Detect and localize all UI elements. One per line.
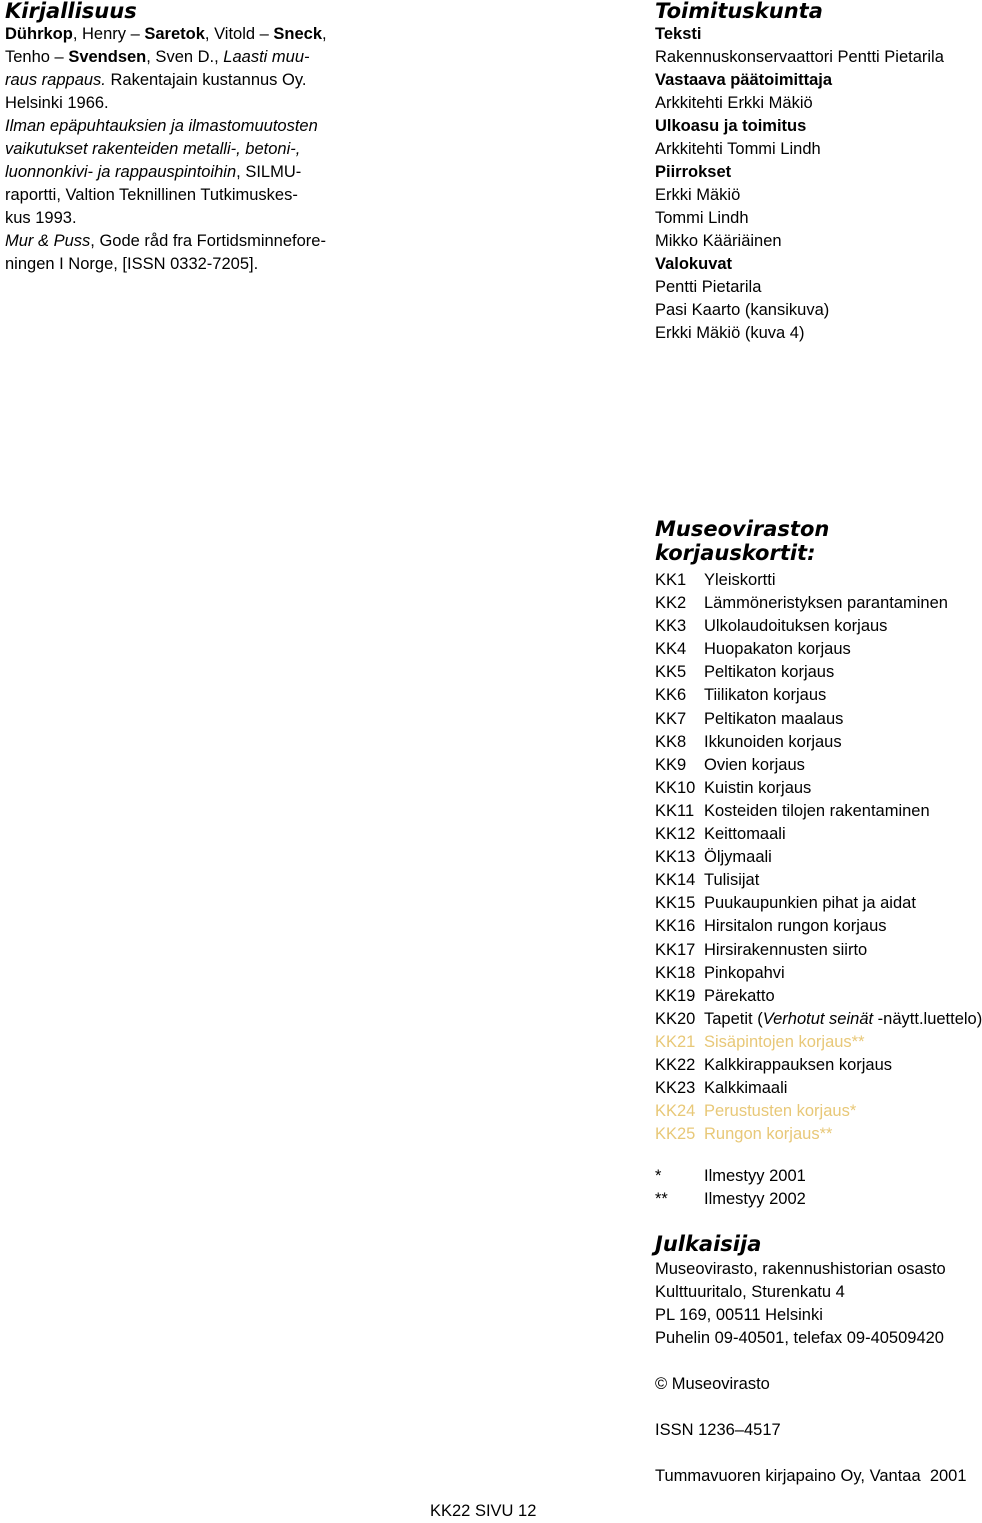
card-title-text: Puukaupunkien pihat ja aidat	[704, 894, 916, 913]
publisher-section	[655, 1233, 960, 1350]
card-list-item	[655, 1031, 960, 1054]
card-list-item	[655, 754, 960, 777]
card-title-text: Pinkopahvi	[704, 963, 785, 982]
card-title	[704, 1100, 856, 1123]
card-list-item	[655, 661, 960, 684]
card-title	[704, 1123, 832, 1146]
card-title-text: Ulkolaudoituksen korjaus	[704, 617, 888, 636]
card-code: KK19	[655, 986, 696, 1005]
printer: Tummavuoren kirjapaino Oy, Vantaa 2001	[655, 1467, 967, 1485]
editorial-role: Piirrokset	[655, 163, 732, 181]
author-surname: Sneck	[273, 25, 323, 43]
issn: ISSN 1236–4517	[655, 1421, 781, 1439]
reference-detail: kus 1993.	[5, 209, 77, 227]
publisher-line: Museovirasto, rakennushistorian osasto	[655, 1260, 946, 1278]
card-code: KK2	[655, 594, 687, 613]
card-title	[704, 892, 916, 915]
card-code: KK6	[655, 686, 687, 705]
card-title	[704, 708, 843, 731]
card-list-item	[655, 1123, 960, 1146]
editorial-person: Pasi Kaarto (kansikuva)	[655, 301, 830, 319]
card-title-text: Lämmöneristyksen parantaminen	[704, 594, 948, 613]
editorial-person: Rakennuskonservaattori Pentti Pietarila	[655, 48, 944, 66]
reference-title: raus rappaus.	[5, 71, 106, 89]
card-list-item	[655, 592, 960, 615]
card-list-item	[655, 892, 960, 915]
reference-1	[5, 23, 327, 115]
card-list-item	[655, 638, 960, 661]
reference-title: Laasti muu-	[223, 48, 310, 66]
card-title	[704, 1077, 787, 1100]
card-code: KK1	[655, 571, 687, 589]
card-title	[704, 1054, 892, 1077]
card-title-text: Rungon korjaus**	[704, 1125, 833, 1144]
editorial-person: Tommi Lindh	[655, 209, 749, 227]
card-title	[704, 661, 834, 684]
editorial-person: Erkki Mäkiö	[655, 186, 741, 204]
publisher-heading: Julkaisija	[655, 1232, 762, 1256]
card-list-item	[655, 1100, 960, 1123]
card-code: KK9	[655, 755, 687, 774]
reference-title: vaikutukset rakenteiden metalli-, betoni-,	[5, 140, 301, 158]
reference-detail: , Gode råd fra Fortidsminnefore-	[90, 232, 326, 250]
card-title-text: Tapetit (	[704, 1009, 763, 1028]
card-list	[655, 569, 982, 1146]
editorial-person: Erkki Mäkiö (kuva 4)	[655, 324, 805, 342]
editorial-role: Teksti	[655, 25, 702, 43]
card-code: KK23	[655, 1079, 696, 1098]
author-given: , Sven D.,	[146, 48, 224, 66]
editorial-person: Mikko Kääriäinen	[655, 232, 782, 250]
note-item	[655, 1188, 960, 1211]
card-code: KK20	[655, 1009, 696, 1028]
card-list-item	[655, 731, 960, 754]
page-number: KK22 SIVU 12	[430, 1502, 537, 1520]
card-code: KK10	[655, 778, 696, 797]
card-title-text: Ikkunoiden korjaus	[704, 732, 842, 751]
card-code: KK5	[655, 663, 687, 682]
note-item	[655, 1165, 960, 1188]
card-code: KK25	[655, 1125, 696, 1144]
note-mark: **	[655, 1190, 668, 1208]
note-mark: *	[655, 1167, 662, 1185]
card-title-text: Kalkkirappauksen korjaus	[704, 1055, 893, 1074]
series-heading-line: korjauskortit:	[655, 541, 816, 565]
card-code: KK11	[655, 801, 695, 820]
publisher-line: Kulttuuritalo, Sturenkatu 4	[655, 1283, 845, 1301]
literature-heading: Kirjallisuus	[5, 0, 137, 23]
card-list-item	[655, 777, 960, 800]
series-heading-line: Museoviraston	[655, 517, 830, 541]
card-title-text: Hirsitalon rungon korjaus	[704, 917, 887, 936]
note-text: Ilmestyy 2002	[704, 1190, 806, 1208]
publication-notes	[655, 1165, 960, 1211]
card-title-text: Ovien korjaus	[704, 755, 805, 774]
card-list-item	[655, 1008, 982, 1031]
editorial-role: Ulkoasu ja toimitus	[655, 117, 807, 135]
card-code: KK18	[655, 963, 696, 982]
card-title-text: Kosteiden tilojen rakentaminen	[704, 801, 930, 820]
card-title	[704, 823, 786, 846]
card-code: KK22	[655, 1055, 696, 1074]
card-title	[704, 731, 842, 754]
card-title-text: Perustusten korjaus*	[704, 1102, 857, 1121]
card-title-text: Sisäpintojen korjaus**	[704, 1032, 865, 1051]
editorial-role: Vastaava päätoimittaja	[655, 71, 833, 89]
editorial-person: Pentti Pietarila	[655, 278, 762, 296]
card-title	[704, 684, 826, 707]
editorial-person: Arkkitehti Erkki Mäkiö	[655, 94, 813, 112]
card-code: KK21	[655, 1032, 696, 1051]
card-list-item	[655, 1054, 960, 1077]
card-title-text: Öljymaali	[704, 848, 772, 867]
card-title-text: Tulisijat	[704, 871, 760, 890]
reference-detail: , SILMU-	[236, 163, 302, 181]
card-list-item	[655, 939, 960, 962]
card-code: KK4	[655, 640, 687, 659]
author-given: Tenho –	[5, 48, 69, 66]
card-title	[704, 777, 811, 800]
card-list-item	[655, 915, 960, 938]
reference-3	[5, 230, 326, 276]
author-given: , Vitold –	[204, 25, 274, 43]
reference-place-year: Helsinki 1966.	[5, 94, 109, 112]
card-list-item	[655, 708, 960, 731]
card-title-text: Keittomaali	[704, 825, 786, 844]
card-list-item	[655, 1077, 960, 1100]
card-title	[704, 915, 887, 938]
card-list-item	[655, 869, 960, 892]
author-surname: Svendsen	[68, 48, 147, 66]
card-code: KK13	[655, 848, 696, 867]
card-code: KK14	[655, 871, 696, 890]
copyright: © Museovirasto	[655, 1375, 770, 1393]
card-code: KK16	[655, 917, 696, 936]
reference-title: luonnonkivi- ja rappauspintoihin	[5, 163, 237, 181]
publisher-line: Puhelin 09-40501, telefax 09-40509420	[655, 1329, 944, 1347]
note-text: Ilmestyy 2001	[704, 1167, 806, 1185]
card-list-item	[655, 846, 960, 869]
card-title	[704, 592, 948, 615]
card-code: KK7	[655, 709, 687, 728]
card-title	[704, 869, 759, 892]
card-title-text: Pärekatto	[704, 986, 775, 1005]
editorial-role: Valokuvat	[655, 255, 733, 273]
editorial-section	[655, 0, 960, 345]
card-title	[704, 962, 785, 985]
card-list-item	[655, 800, 960, 823]
card-code: KK24	[655, 1102, 696, 1121]
card-code: KK8	[655, 732, 687, 751]
card-list-item	[655, 684, 960, 707]
author-surname: Saretok	[144, 25, 205, 43]
series-heading	[655, 517, 960, 565]
card-title-text: Tiilikaton korjaus	[704, 686, 827, 705]
series-section	[655, 517, 982, 1146]
card-code: KK17	[655, 940, 696, 959]
editorial-heading: Toimituskunta	[655, 0, 823, 23]
author-given: , Henry –	[72, 25, 145, 43]
reference-2	[5, 115, 318, 230]
card-title	[704, 846, 772, 869]
card-list-item	[655, 985, 960, 1008]
card-list-item	[655, 569, 960, 592]
card-title-text: Yleiskortti	[704, 571, 776, 589]
reference-title: Mur & Puss	[5, 232, 91, 250]
card-title	[704, 800, 930, 823]
card-code: KK3	[655, 617, 687, 636]
card-title	[704, 985, 775, 1008]
card-title	[704, 638, 851, 661]
card-title	[704, 754, 805, 777]
reference-detail: raportti, Valtion Teknillinen Tutkimuskes-	[5, 186, 298, 204]
card-title-text: Hirsirakennusten siirto	[704, 940, 868, 959]
card-code: KK12	[655, 825, 696, 844]
card-title-text: Peltikaton korjaus	[704, 663, 835, 682]
card-list-item	[655, 615, 960, 638]
editorial-list	[655, 23, 960, 345]
card-title-text: Huopakaton korjaus	[704, 640, 851, 659]
card-title-text: -näytt.luettelo)	[873, 1009, 982, 1028]
author-surname: Dührkop	[5, 25, 73, 43]
card-title	[704, 1008, 982, 1031]
editorial-person: Arkkitehti Tommi Lindh	[655, 140, 821, 158]
card-title	[704, 615, 887, 638]
card-list-item	[655, 962, 960, 985]
card-title-italic: Verhotut seinät	[762, 1009, 874, 1028]
card-title	[704, 939, 867, 962]
literature-section	[5, 0, 327, 276]
card-title-text: Kalkkimaali	[704, 1079, 788, 1098]
publisher-line: PL 169, 00511 Helsinki	[655, 1306, 823, 1324]
card-list-item	[655, 823, 960, 846]
reference-publisher: Rakentajain kustannus Oy.	[105, 71, 307, 89]
reference-title: Ilman epäpuhtauksien ja ilmastomuutosten	[5, 117, 318, 135]
card-code: KK15	[655, 894, 696, 913]
card-title-text: Kuistin korjaus	[704, 778, 812, 797]
card-title	[704, 569, 776, 592]
author-given: ,	[322, 25, 327, 43]
card-title	[704, 1031, 865, 1054]
reference-detail: ningen I Norge, [ISSN 0332-7205].	[5, 255, 259, 273]
card-title-text: Peltikaton maalaus	[704, 709, 844, 728]
